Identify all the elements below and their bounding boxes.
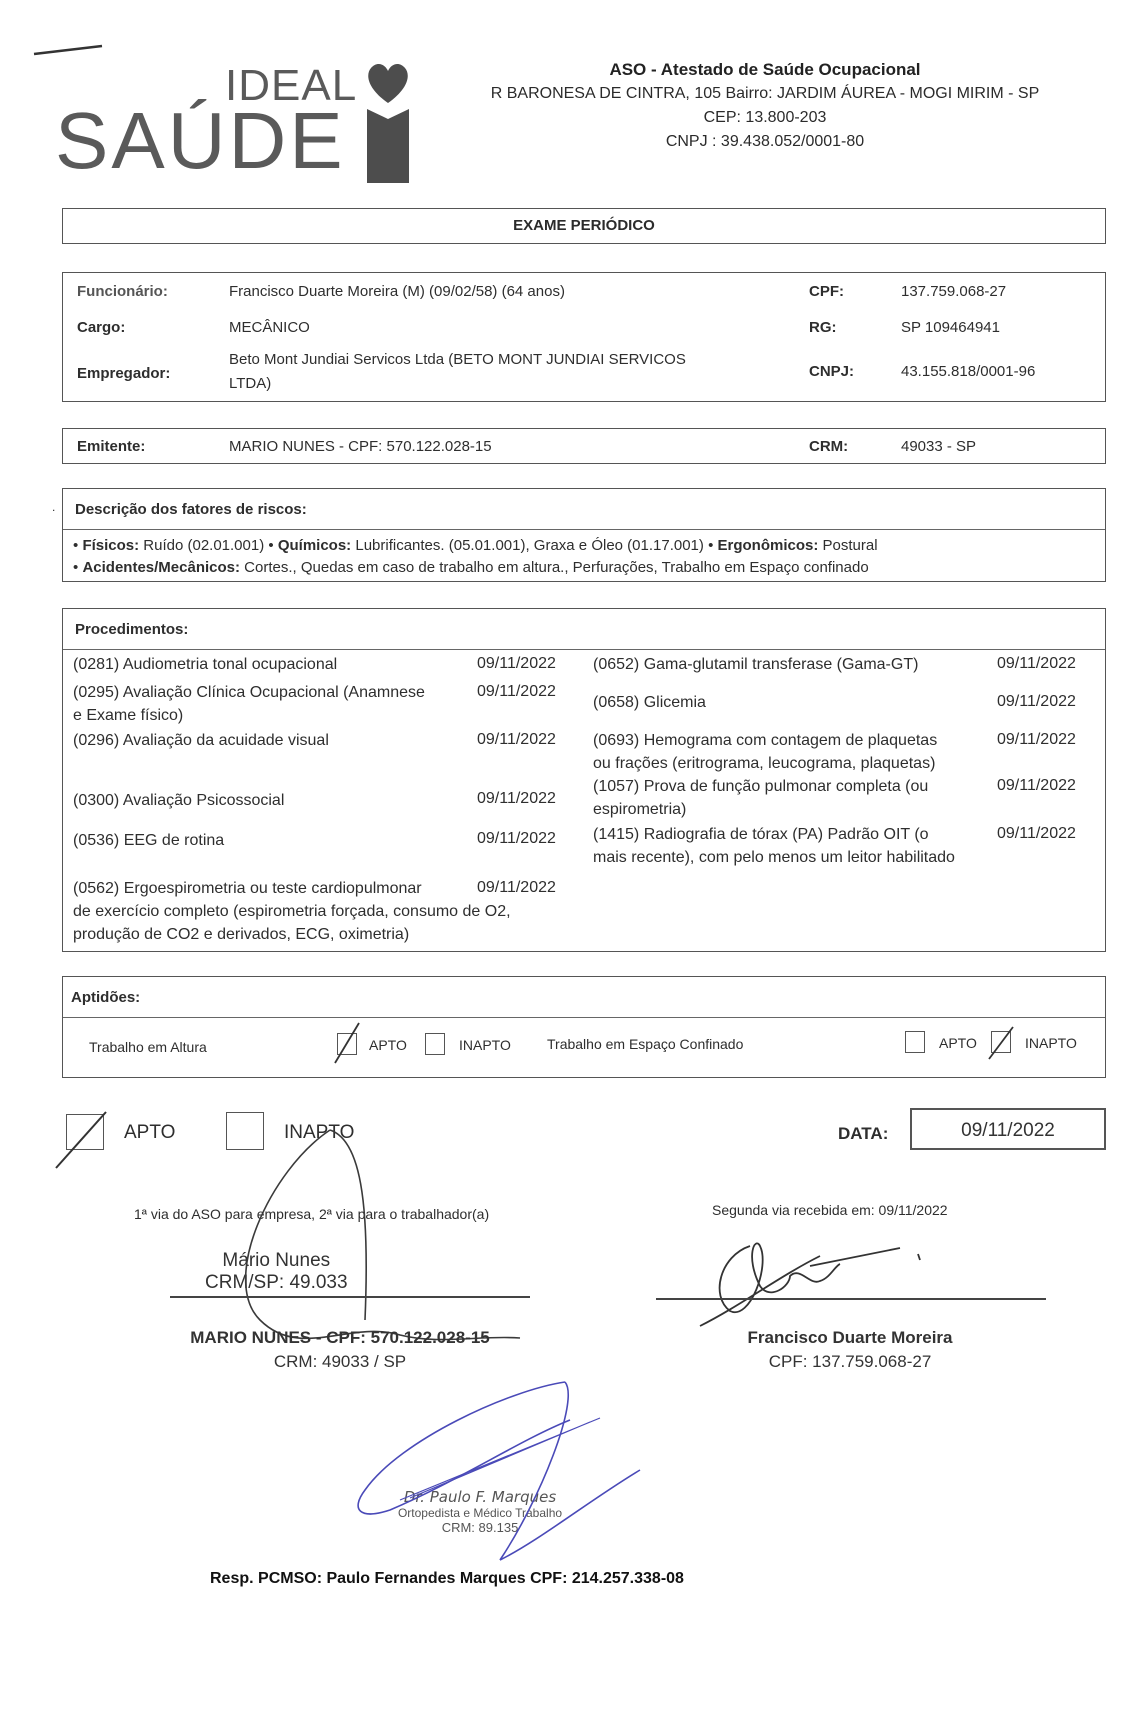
- bullet: •: [708, 537, 714, 554]
- company-cep: CEP: 13.800-203: [703, 109, 827, 126]
- doctor-stamp-name: Mário Nunes: [222, 1250, 331, 1271]
- procedure-date: 09/11/2022: [477, 655, 556, 672]
- procedure-item: [593, 775, 928, 821]
- logo-ideal-text: IDEAL: [225, 61, 358, 110]
- date-field[interactable]: [910, 1108, 1106, 1150]
- cnpj-value: 43.155.818/0001-96: [901, 363, 1036, 380]
- exam-type-box: [62, 208, 1106, 244]
- cargo-label: Cargo:: [77, 319, 126, 336]
- risks-title: Descrição dos fatores de riscos:: [75, 501, 307, 518]
- worker-signature: [660, 1226, 960, 1336]
- procedure-item: [73, 789, 284, 812]
- aptitude-confinado-apto-checkbox[interactable]: [905, 1031, 925, 1053]
- bullet: •: [268, 537, 274, 554]
- doctor-stamp-crm: CRM/SP: 49.033: [205, 1272, 348, 1293]
- aptitude-altura-apto-label: APTO: [369, 1037, 407, 1053]
- logo-saude-text: SAÚDE: [55, 96, 346, 185]
- procedure-name-cont: ou frações (eritrograma, leucograma, plaquetas): [593, 755, 936, 772]
- cpf-value: 137.759.068-27: [901, 283, 1007, 300]
- funcionario-label: Funcionário:: [77, 283, 168, 300]
- company-header: [440, 58, 1090, 154]
- bullet: •: [73, 537, 79, 554]
- procedure-date: 09/11/2022: [477, 731, 556, 748]
- procedure-date: 09/11/2022: [477, 830, 556, 847]
- rg-value: SP 109464941: [901, 319, 1000, 336]
- worker-name: Francisco Duarte Moreira: [747, 1328, 953, 1347]
- procedure-date: 09/11/2022: [997, 777, 1076, 794]
- procedure-item: [593, 823, 955, 869]
- procedure-date: 09/11/2022: [997, 731, 1076, 748]
- doctor-crm: CRM: 49033 / SP: [273, 1352, 407, 1371]
- procedure-name-cont: e Exame físico): [73, 707, 184, 724]
- company-logo: [55, 55, 415, 190]
- procedure-name: (0536) EEG de rotina: [73, 832, 225, 849]
- procedure-item: [593, 653, 918, 676]
- margin-dot: .: [52, 500, 56, 514]
- procedure-name: (0300) Avaliação Psicossocial: [73, 792, 285, 809]
- check-slash-icon: [983, 1025, 1019, 1061]
- crm-value: 49033 - SP: [901, 438, 977, 455]
- procedure-name: (0658) Glicemia: [593, 694, 706, 711]
- worker-cpf: CPF: 137.759.068-27: [768, 1352, 932, 1371]
- procedures-title: Procedimentos:: [75, 621, 189, 638]
- received-note: Segunda via recebida em: 09/11/2022: [712, 1202, 948, 1218]
- cargo-value: MECÂNICO: [229, 319, 310, 336]
- procedure-date: 09/11/2022: [997, 655, 1076, 672]
- procedure-date: 09/11/2022: [997, 693, 1076, 710]
- aptitude-label-altura: Trabalho em Altura: [89, 1039, 207, 1055]
- procedure-item: [593, 729, 937, 775]
- pcmso-stamp-crm: CRM: 89.135: [441, 1520, 519, 1535]
- pcmso-stamp-role: Ortopedista e Médico Trabalho: [397, 1506, 563, 1520]
- document-title: ASO - Atestado de Saúde Ocupacional: [609, 60, 921, 79]
- procedure-name-cont: mais recente), com pelo menos um leitor habilitado: [593, 849, 955, 866]
- issuer-section: [62, 428, 1106, 464]
- emitente-value: MARIO NUNES - CPF: 570.122.028-15: [229, 438, 492, 455]
- crm-label: CRM:: [809, 438, 849, 455]
- risk-text-ergonomicos: Postural: [818, 537, 878, 554]
- doctor-name-cpf: MARIO NUNES - CPF: 570.122.028-15: [190, 1328, 490, 1347]
- procedure-name: (0652) Gama-glutamil transferase (Gama-GT): [593, 656, 919, 673]
- risk-category-acidentes: Acidentes/Mecânicos:: [82, 559, 240, 576]
- cnpj-label: CNPJ:: [809, 363, 855, 380]
- pcmso-signature: [340, 1380, 660, 1580]
- risks-divider: [63, 529, 1105, 530]
- procedure-name: (0281) Audiometria tonal ocupacional: [73, 656, 338, 673]
- risk-text-acidentes: Cortes., Quedas em caso de trabalho em altura., Perfurações, Trabalho em Espaço confinado: [240, 559, 869, 576]
- aptitude-confinado-inapto-label: INAPTO: [1025, 1035, 1077, 1051]
- procedure-date: 09/11/2022: [477, 683, 556, 700]
- pcmso-responsible: Resp. PCMSO: Paulo Fernandes Marques CPF: 214.257.338-08: [210, 1570, 684, 1587]
- procedure-item: [73, 729, 329, 752]
- procedure-name: (1415) Radiografia de tórax (PA) Padrão OIT (o: [593, 826, 929, 843]
- emitente-label: Emitente:: [77, 438, 146, 455]
- aptitudes-title: Aptidões:: [71, 989, 141, 1006]
- aptitudes-section: [62, 976, 1106, 1078]
- procedure-item: [73, 877, 511, 946]
- result-inapto-label: INAPTO: [284, 1122, 355, 1143]
- procedure-date: 09/11/2022: [477, 790, 556, 807]
- employee-section: [62, 272, 1106, 402]
- aptitudes-divider: [63, 1017, 1105, 1018]
- aptitude-altura-inapto-checkbox[interactable]: [425, 1033, 445, 1055]
- exam-type: EXAME PERIÓDICO: [513, 217, 655, 234]
- risks-line-1: [73, 537, 878, 554]
- cpf-label: CPF:: [809, 283, 844, 300]
- empregador-value-line1: Beto Mont Jundiai Servicos Ltda (BETO MONT JUNDIAI SERVICOS: [229, 351, 686, 368]
- risk-category-fisicos: Físicos:: [82, 537, 140, 554]
- procedure-name: (0296) Avaliação da acuidade visual: [73, 732, 329, 749]
- check-slash-icon: [329, 1021, 365, 1065]
- procedure-name-cont: espirometria): [593, 801, 687, 818]
- procedure-item: [593, 691, 706, 714]
- procedure-name: (0562) Ergoespirometria ou teste cardiopulmonar: [73, 880, 422, 897]
- procedures-divider: [63, 649, 1105, 650]
- doctor-signature: [200, 1120, 620, 1350]
- empregador-label: Empregador:: [77, 365, 171, 382]
- aptitude-label-confinado: Trabalho em Espaço Confinado: [547, 1036, 744, 1052]
- company-address: R BARONESA DE CINTRA, 105 Bairro: JARDIM ÁUREA - MOGI MIRIM - SP: [490, 85, 1040, 102]
- procedure-name: (0295) Avaliação Clínica Ocupacional (Anamnese: [73, 684, 425, 701]
- risk-text-fisicos: Ruído (02.01.001): [139, 537, 269, 554]
- date-value: 09/11/2022: [961, 1120, 1055, 1141]
- risks-section: [62, 488, 1106, 582]
- check-slash-icon: [52, 1108, 112, 1172]
- heart-person-icon: [363, 61, 413, 186]
- risk-text-quimicos: Lubrificantes. (05.01.001), Graxa e Óleo (01.17.001): [351, 537, 709, 554]
- procedure-name-cont: produção de CO2 e derivados, ECG, oximetria): [73, 926, 410, 943]
- empregador-value-line2: LTDA): [229, 375, 272, 392]
- procedure-name: (1057) Prova de função pulmonar completa (ou: [593, 778, 929, 795]
- risk-category-quimicos: Químicos:: [277, 537, 352, 554]
- procedure-name: (0693) Hemograma com contagem de plaquetas: [593, 732, 938, 749]
- procedure-date: 09/11/2022: [997, 825, 1076, 842]
- procedure-item: [73, 653, 337, 676]
- rg-label: RG:: [809, 319, 837, 336]
- copy-note: 1ª via do ASO para empresa, 2ª via para o trabalhador(a): [134, 1206, 490, 1222]
- procedures-section: [62, 608, 1106, 952]
- date-label: DATA:: [838, 1124, 889, 1143]
- result-apto-label: APTO: [124, 1122, 176, 1143]
- risk-category-ergonomicos: Ergonômicos:: [717, 537, 819, 554]
- doctor-signature-line: [170, 1296, 530, 1298]
- pcmso-stamp-name: Dr. Paulo F. Marques: [403, 1488, 557, 1506]
- worker-signature-line: [656, 1298, 1046, 1300]
- aptitude-confinado-apto-label: APTO: [939, 1035, 977, 1051]
- procedure-item: [73, 829, 224, 852]
- procedure-date: 09/11/2022: [477, 879, 556, 896]
- aptitude-altura-inapto-label: INAPTO: [459, 1037, 511, 1053]
- bullet: •: [73, 559, 79, 576]
- risks-line-2: [73, 559, 869, 576]
- company-cnpj: CNPJ : 39.438.052/0001-80: [665, 133, 865, 150]
- funcionario-value: Francisco Duarte Moreira (M) (09/02/58) (64 anos): [229, 283, 565, 300]
- procedure-item: [73, 681, 425, 727]
- procedure-name-cont: de exercício completo (espirometria forçada, consumo de O2,: [73, 903, 511, 920]
